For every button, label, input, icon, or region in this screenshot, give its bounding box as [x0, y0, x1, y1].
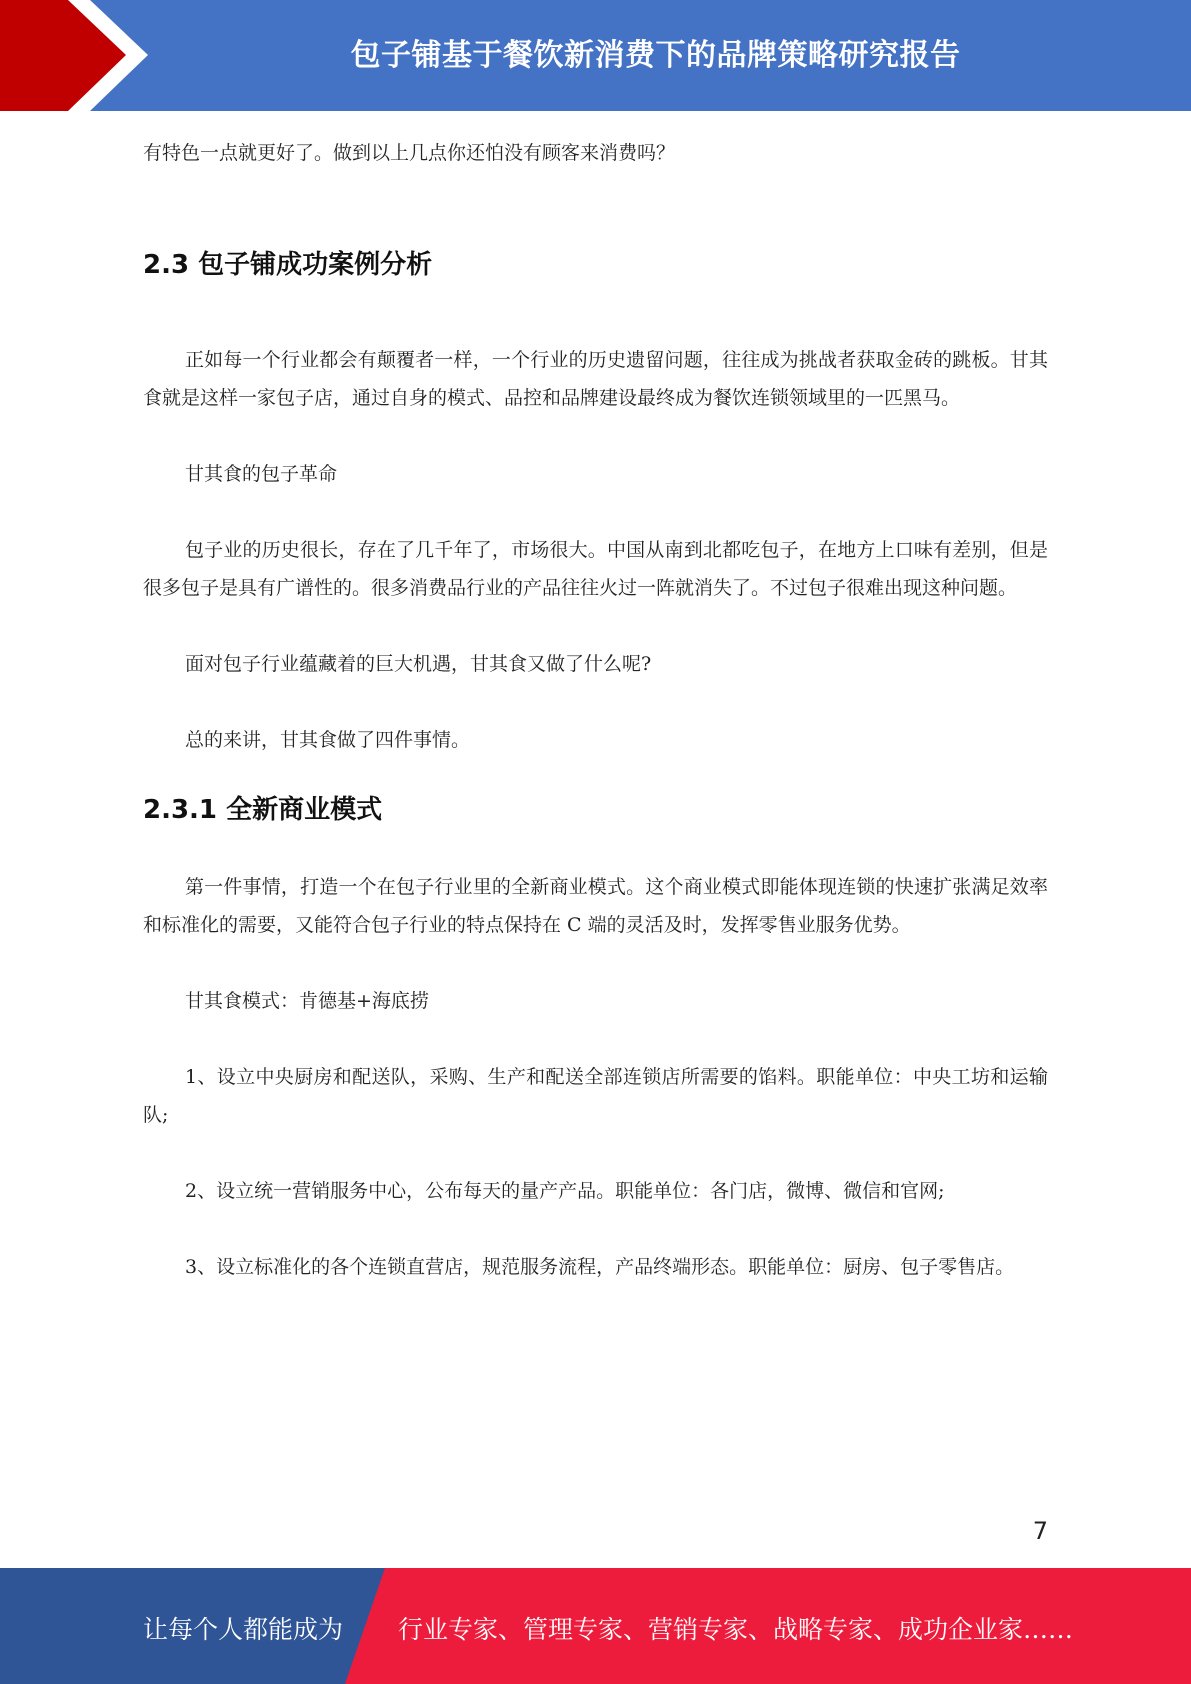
list-item-1: 1、设立中央厨房和配送队，采购、生产和配送全部连锁店所需要的馅料。职能单位：中央工坊和运输队; — [143, 1066, 1048, 1126]
paragraph-four-things: 总的来讲，甘其食做了四件事情。 — [185, 729, 471, 751]
paragraph-business-model: 第一件事情，打造一个在包子行业里的全新商业模式。这个商业模式即能体现连锁的快速扩张满足效率和标准化的需要，又能符合包子行业的特点保持在 C 端的灵活及时，发挥零售业服务优势。 — [143, 876, 1048, 936]
footer-slogan-right: 行业专家、管理专家、营销专家、战略专家、成功企业家…… — [398, 1615, 1074, 1644]
footer-slogan-left: 让每个人都能成为 — [143, 1615, 344, 1644]
page-header — [0, 0, 1191, 111]
header-chevron-icon — [0, 0, 160, 111]
page-footer — [0, 1568, 1191, 1684]
paragraph-history: 包子业的历史很长，存在了几千年了，市场很大。中国从南到北都吃包子，在地方上口味有差别，但是很多包子是具有广谱性的。很多消费品行业的产品往往火过一阵就消失了。不过包子很难出现这种问题。 — [143, 539, 1048, 599]
section-heading-2-3: 2.3 包子铺成功案例分析 — [143, 250, 433, 280]
paragraph-disruptor: 正如每一个行业都会有颠覆者一样，一个行业的历史遗留问题，往往成为挑战者获取金砖的跳板。甘其食就是这样一家包子店，通过自身的模式、品控和品牌建设最终成为餐饮连锁领域里的一匹黑马。 — [143, 349, 1048, 409]
paragraph-revolution: 甘其食的包子革命 — [185, 463, 338, 485]
paragraph-mode-label: 甘其食模式：肯德基+海底捞 — [185, 990, 429, 1012]
document-body — [143, 134, 1048, 1286]
list-item-2: 2、设立统一营销服务中心，公布每天的量产产品。职能单位：各门店，微博、微信和官网; — [185, 1180, 945, 1202]
paragraph-question: 面对包子行业蕴藏着的巨大机遇，甘其食又做了什么呢? — [185, 653, 652, 675]
paragraph-intro: 有特色一点就更好了。做到以上几点你还怕没有顾客来消费吗？ — [143, 142, 676, 164]
list-item-3: 3、设立标准化的各个连锁直营店，规范服务流程，产品终端形态。职能单位：厨房、包子零售店。 — [185, 1256, 1015, 1278]
page-number: 7 — [1032, 1517, 1048, 1545]
header-title: 包子铺基于餐饮新消费下的品牌策略研究报告 — [350, 38, 961, 73]
section-heading-2-3-1: 2.3.1 全新商业模式 — [143, 795, 383, 825]
